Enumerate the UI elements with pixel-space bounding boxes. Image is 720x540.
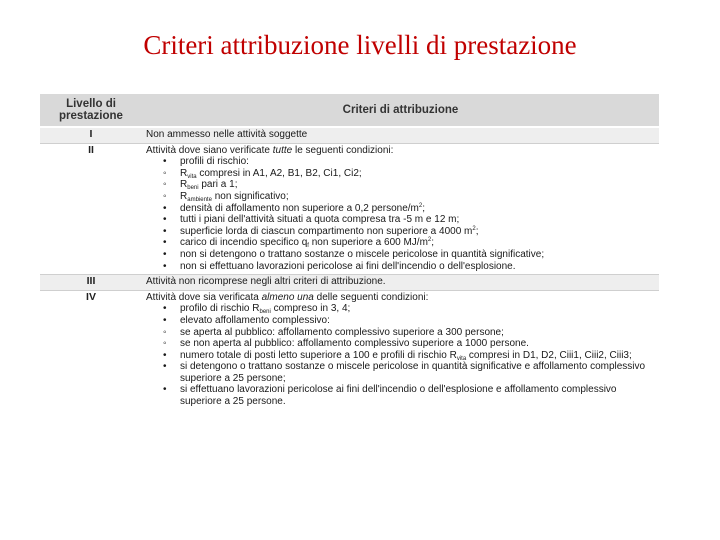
table-header-row (40, 94, 659, 127)
criteria-intro: Attività dove sia verificata almeno una delle seguenti condizioni: (146, 291, 429, 303)
level-cell: I (40, 127, 142, 143)
criteria-table-container (40, 94, 659, 410)
list-item: • numero totale di posti letto superiore a 100 e profili di rischio $R_{vita}$ compresi in D1, D2, Ciii1, Ciii2, Ciii3; (146, 350, 655, 362)
list-item: • non si detengono o trattano sostanze o miscele pericolose in quantità significative; (146, 249, 655, 261)
level-cell: III (40, 275, 142, 291)
list-item: • si detengono o trattano sostanze o miscele pericolose in quantità significative e affollamento complessivo superiore a 25 persone; (146, 361, 655, 384)
list-item: • carico di incendio specifico $q_f$ non superiore a 600 $MJ/m^2$; (146, 237, 655, 249)
list-item: • tutti i piani dell'attività situati a quota compresa tra -5 m e 12 m; (146, 214, 655, 226)
table-row-level-IV (40, 290, 659, 409)
list-item: • superficie lorda di ciascun compartimento non superiore a 4000 $m^2$; (146, 226, 655, 238)
list-item: ◦ $R_{beni}$ pari a 1; (146, 179, 655, 191)
level-cell: IV (86, 290, 96, 303)
list-item: ◦ se aperta al pubblico: affollamento complessivo superiore a 300 persone; (146, 327, 655, 339)
list-item: • non si effettuano lavorazioni pericolose ai fini dell'incendio o dell'esplosione. (146, 261, 655, 273)
table-row-level-I (40, 127, 659, 143)
criteria-cell (142, 290, 659, 409)
criteria-table (40, 94, 659, 410)
table-row-level-III (40, 275, 659, 291)
list-item: ◦ se non aperta al pubblico: affollamento complessivo superiore a 1000 persone. (146, 338, 655, 350)
header-level (40, 94, 142, 127)
list-item: • si effettuano lavorazioni pericolose ai fini dell'incendio o dell'esplosione e affollamento complessivo superiore a 25 persone. (146, 384, 655, 407)
list-item: • elevato affollamento complessivo: ◦ se aperta al pubblico: affollamento complessivo superiore a 300 persone; ◦ se non aperta al pubblico: affollamento complessivo superiore a 1000 persone. (146, 315, 655, 350)
list-item: • profili di rischio: ◦ $R_{vita}$ compresi in A1, A2, B1, B2, Ci1, Ci2; ◦ $R_{beni}$ pari a 1; ◦ $R_{ambiente}$ non significativo; (146, 156, 655, 202)
table-row-level-II (40, 143, 659, 275)
list-item: ◦ $R_{vita}$ compresi in A1, A2, B1, B2, Ci1, Ci2; (146, 168, 655, 180)
page-title: Criteri attribuzione livelli di prestazione (143, 30, 577, 60)
sub-list (146, 327, 655, 350)
list-item: • profilo di rischio $R_{beni}$ compreso in 3, 4; (146, 303, 655, 315)
header-level-line2: prestazione (59, 110, 123, 122)
criteria-cell: Attività non ricomprese negli altri criteri di attribuzione. (142, 275, 659, 291)
conditions-list (146, 303, 655, 407)
criteria-cell: Non ammesso nelle attività soggette (142, 127, 659, 143)
header-level-line1: Livello di (66, 98, 116, 110)
list-item: • densità di affollamento non superiore a 0,2 persone/$m^2$; (146, 203, 655, 215)
list-item: ◦ $R_{ambiente}$ non significativo; (146, 191, 655, 203)
sub-list (146, 168, 655, 203)
criteria-cell (142, 143, 659, 275)
header-criteria: Criteri di attribuzione (142, 94, 659, 127)
conditions-list (146, 156, 655, 272)
criteria-intro: Attività dove siano verificate tutte le seguenti condizioni: (146, 144, 394, 156)
level-cell: II (40, 143, 142, 275)
